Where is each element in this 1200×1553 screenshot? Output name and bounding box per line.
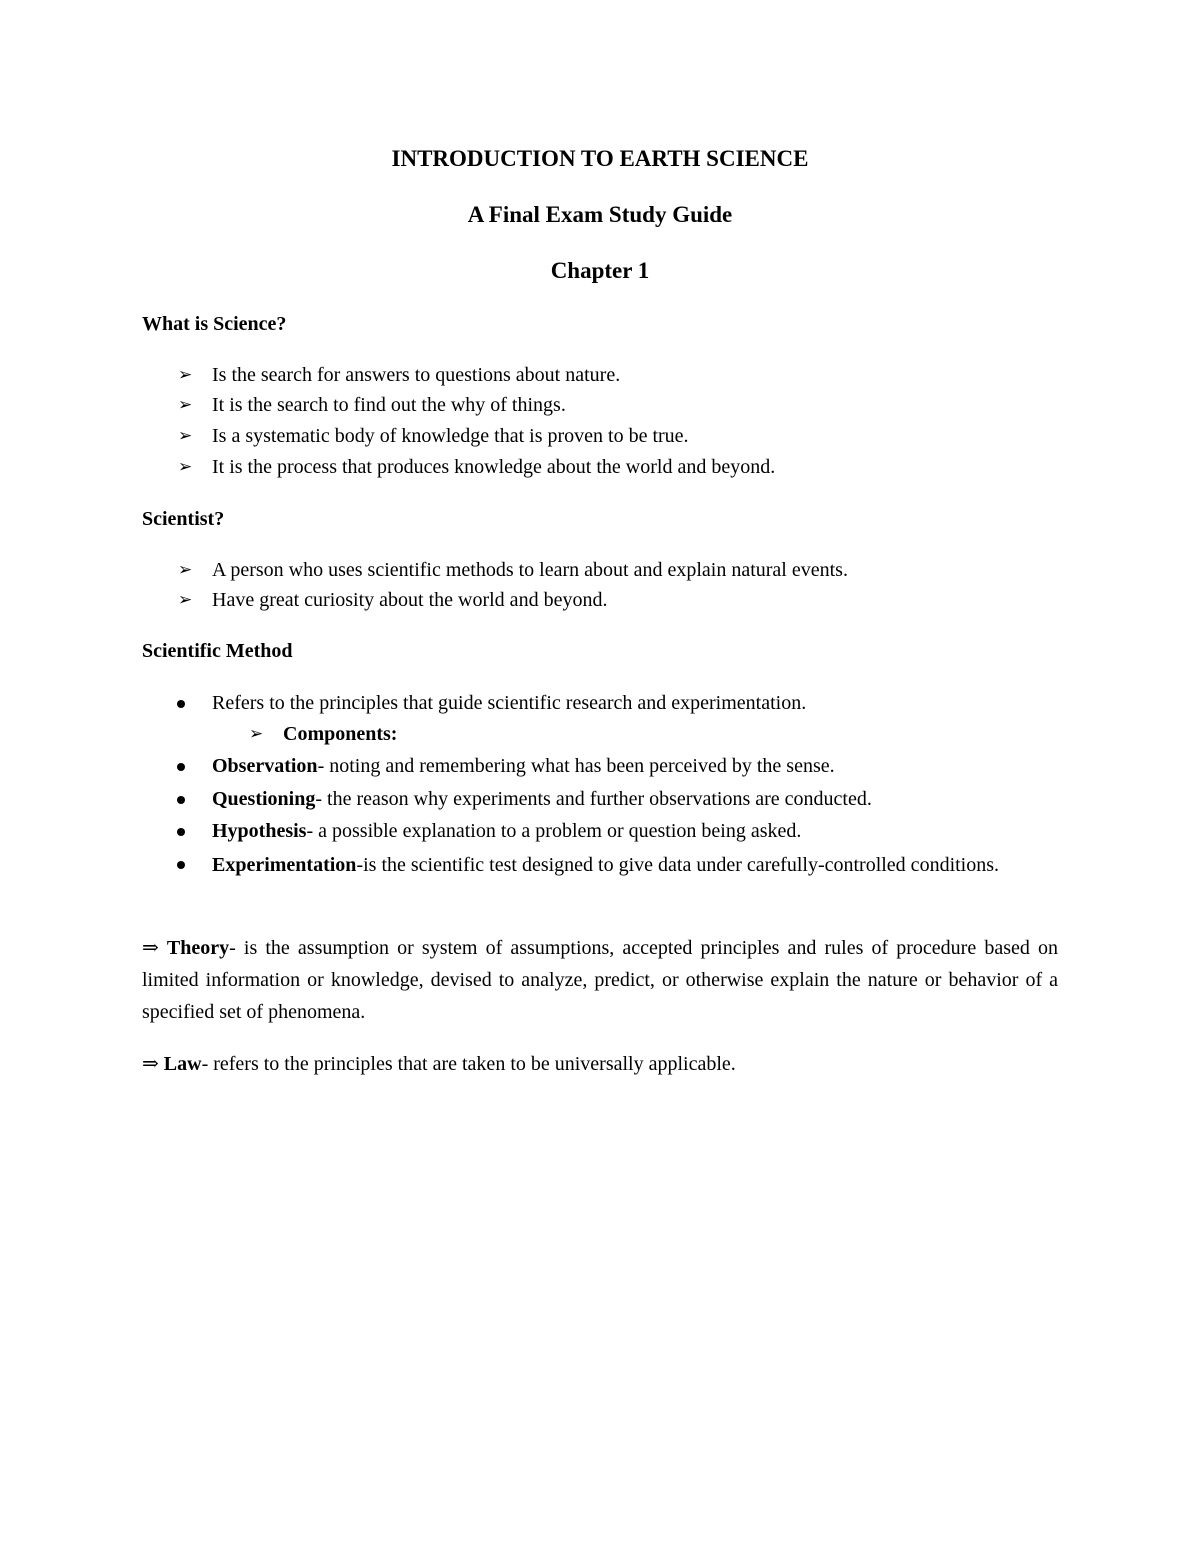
law-paragraph (142, 1048, 1058, 1080)
definition-observation: - noting and remembering what has been perceived by the sense. (317, 755, 835, 777)
bullet-dot-icon (177, 796, 185, 804)
definition-theory: - is the assumption or system of assumptions, accepted principles and rules of procedure based on limited information or knowledge, devised to analyze, predict, or otherwise explain the nature or behavior of a specified set of phenomena. (142, 937, 1059, 1023)
arrow-bullet-icon: ➢ (178, 457, 193, 476)
bullet-dot-icon (177, 763, 185, 771)
arrow-bullet-icon: ➢ (178, 395, 193, 414)
arrow-bullet-icon: ➢ (178, 426, 193, 445)
definition-questioning: - the reason why experiments and further observations are conducted. (315, 788, 872, 810)
arrow-bullet-icon: ➢ (178, 560, 193, 579)
term-theory: Theory (166, 937, 230, 959)
list-item: Is the search for answers to questions about nature. (212, 364, 621, 386)
section-heading-scientist: Scientist? (142, 508, 225, 530)
arrow-bullet-icon: ➢ (178, 365, 193, 384)
definition-law: - refers to the principles that are taken to be universally applicable. (201, 1053, 736, 1075)
list-item: It is the search to find out the why of things. (212, 394, 566, 416)
arrow-bullet-icon: ➢ (249, 724, 264, 743)
bullet-dot-icon (177, 861, 185, 869)
list-item: A person who uses scientific methods to learn about and explain natural events. (212, 559, 848, 581)
document-title: INTRODUCTION TO EARTH SCIENCE (391, 146, 809, 171)
implies-arrow-icon: ⇒ (142, 937, 159, 959)
section-heading-science: What is Science? (142, 313, 287, 335)
bullet-dot-icon (177, 700, 185, 708)
components-label: Components: (283, 723, 398, 745)
term-experimentation: Experimentation (212, 854, 357, 876)
list-item: Is a systematic body of knowledge that is proven to be true. (212, 425, 689, 447)
list-item-questioning (212, 786, 872, 812)
term-law: Law (163, 1053, 202, 1075)
chapter-heading: Chapter 1 (550, 258, 650, 283)
definition-experimentation: -is the scientific test designed to give data under carefully-controlled conditions. (356, 854, 1000, 876)
list-item-hypothesis (212, 818, 801, 844)
list-item: It is the process that produces knowledge about the world and beyond. (212, 456, 776, 478)
term-questioning: Questioning (212, 788, 316, 810)
method-intro: Refers to the principles that guide scientific research and experimentation. (212, 692, 807, 714)
list-item-observation (212, 753, 835, 779)
arrow-bullet-icon: ➢ (178, 590, 193, 609)
term-hypothesis: Hypothesis (212, 820, 307, 842)
bullet-dot-icon (177, 828, 185, 836)
section-heading-method: Scientific Method (142, 640, 293, 662)
list-item-experimentation (212, 850, 1058, 881)
implies-arrow-icon: ⇒ (142, 1053, 159, 1075)
list-item: Have great curiosity about the world and beyond. (212, 589, 608, 611)
theory-paragraph (142, 932, 1058, 1028)
term-observation: Observation (212, 755, 318, 777)
document-subtitle: A Final Exam Study Guide (467, 202, 733, 227)
definition-hypothesis: - a possible explanation to a problem or question being asked. (306, 820, 802, 842)
